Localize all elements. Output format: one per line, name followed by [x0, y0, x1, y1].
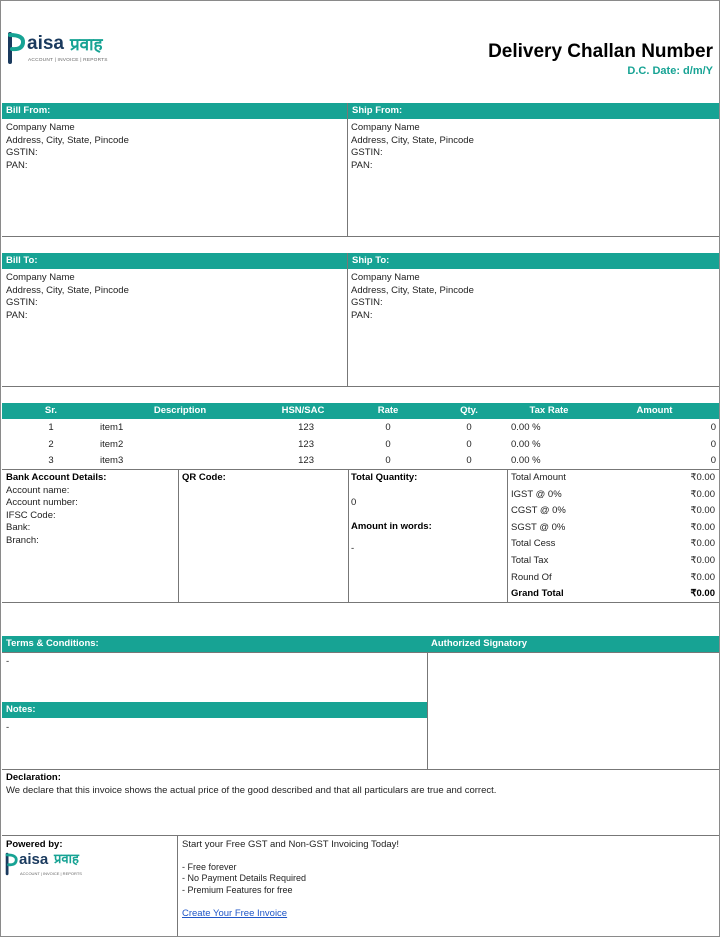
- logo-p-icon: [7, 32, 27, 64]
- col-hsn: HSN/SAC: [281, 405, 325, 416]
- cell-hsn: 123: [298, 438, 314, 450]
- declaration-heading: Declaration:: [6, 772, 61, 783]
- totals-value: ₹0.00: [690, 555, 715, 566]
- totals-row: [508, 503, 719, 519]
- notes-heading: Notes:: [2, 702, 427, 718]
- ship-from-gstin: GSTIN:: [351, 147, 383, 158]
- terms-text: -: [6, 656, 10, 667]
- document-title: Delivery Challan Number: [488, 41, 713, 62]
- declaration-block: [6, 772, 711, 797]
- cell-tax-rate: 0.00 %: [511, 422, 541, 433]
- bill-from-gstin: GSTIN:: [6, 147, 38, 158]
- col-qty: Qty.: [460, 405, 478, 416]
- totals-list: [508, 470, 719, 602]
- totals-row: [508, 553, 719, 569]
- totals-value: ₹0.00: [690, 538, 715, 550]
- logo-tagline: ACCOUNT | INVOICE | REPORTS: [28, 58, 108, 63]
- totals-label: IGST @ 0%: [511, 488, 562, 500]
- totals-label: Total Cess: [511, 538, 556, 550]
- table-row: [2, 420, 719, 436]
- totals-label: Grand Total: [511, 588, 564, 600]
- ship-to-company: Company Name: [351, 272, 420, 283]
- ship-from-company: Company Name: [351, 122, 420, 133]
- cell-qty: 0: [466, 438, 472, 450]
- bill-from-pan: PAN:: [6, 159, 28, 171]
- totals-value: ₹0.00: [690, 505, 715, 517]
- promo-title: Start your Free GST and Non-GST Invoicing Today!: [182, 839, 400, 850]
- cell-hsn: 123: [298, 455, 314, 466]
- terms-heading: Terms & Conditions:: [2, 636, 427, 652]
- bill-to-block: [6, 272, 341, 322]
- bill-to-heading: Bill To:: [2, 253, 348, 269]
- cell-sr: 3: [48, 455, 54, 466]
- totals-label: Round Of: [511, 571, 552, 583]
- cell-qty: 0: [466, 455, 472, 466]
- amount-in-words-value: -: [351, 542, 355, 554]
- table-row: [2, 453, 719, 469]
- bank-details: [6, 472, 176, 547]
- ship-to-heading: Ship To:: [348, 253, 719, 269]
- bank-account-number: Account number:: [6, 497, 78, 508]
- ship-from-address: Address, City, State, Pincode: [351, 134, 474, 146]
- cell-sr: 2: [48, 438, 54, 450]
- bill-to-pan: PAN:: [6, 309, 28, 321]
- totals-value: ₹0.00: [690, 488, 715, 500]
- cell-sr: 1: [48, 422, 54, 433]
- totals-value: ₹0.00: [690, 588, 715, 600]
- total-quantity-label: Total Quantity:: [351, 472, 418, 483]
- bill-to-address: Address, City, State, Pincode: [6, 284, 129, 296]
- ship-to-gstin: GSTIN:: [351, 297, 383, 308]
- bill-from-company: Company Name: [6, 122, 75, 133]
- totals-value: ₹0.00: [690, 571, 715, 583]
- totals-value: ₹0.00: [690, 472, 715, 483]
- promo-bullet-3: - Premium Features for free: [182, 884, 293, 895]
- create-free-invoice-link[interactable]: Create Your Free Invoice: [182, 908, 288, 919]
- ship-from-pan: PAN:: [351, 159, 373, 171]
- ship-from-block: [351, 122, 711, 172]
- col-rate: Rate: [377, 405, 399, 416]
- footer-promo: [182, 839, 712, 921]
- qr-code-heading: QR Code:: [182, 472, 226, 483]
- cell-qty: 0: [466, 422, 472, 433]
- cell-rate: 0: [385, 455, 391, 466]
- ship-to-address: Address, City, State, Pincode: [351, 284, 474, 296]
- bank-branch: Branch:: [6, 534, 39, 546]
- signatory-heading: Authorized Signatory: [427, 636, 719, 652]
- bank-ifsc: IFSC Code:: [6, 509, 56, 521]
- bill-from-block: [6, 122, 341, 172]
- footer-logo-tagline: ACCOUNT | INVOICE | REPORTS: [20, 871, 82, 876]
- notes-text: -: [6, 722, 10, 733]
- footer-logo: [5, 851, 125, 879]
- totals-value: ₹0.00: [690, 521, 715, 533]
- bank-heading: Bank Account Details:: [6, 472, 107, 483]
- challan-date: D.C. Date: d/m/Y: [627, 65, 713, 77]
- cell-rate: 0: [385, 422, 391, 433]
- declaration-text: We declare that this invoice shows the actual price of the good described and that all particulars are true and correct.: [6, 784, 497, 796]
- totals-label: Total Amount: [511, 472, 566, 483]
- bank-account-name: Account name:: [6, 484, 70, 496]
- totals-row: [508, 470, 719, 486]
- powered-by-label: Powered by:: [6, 839, 63, 850]
- items-header-row: [2, 403, 719, 419]
- totals-row: [508, 487, 719, 503]
- promo-bullet-1: - Free forever: [182, 861, 237, 872]
- cell-tax-rate: 0.00 %: [511, 438, 541, 450]
- brand-logo: [7, 32, 167, 68]
- cell-amount: 0: [710, 438, 716, 450]
- cell-tax-rate: 0.00 %: [511, 455, 541, 466]
- footer-logo-p-icon: [5, 851, 19, 877]
- cell-description: item2: [100, 438, 124, 450]
- total-quantity-value: 0: [351, 496, 357, 508]
- bill-to-gstin: GSTIN:: [6, 297, 38, 308]
- col-description: Description: [153, 405, 207, 416]
- quantity-block: [351, 472, 503, 555]
- totals-label: SGST @ 0%: [511, 521, 566, 533]
- bill-from-address: Address, City, State, Pincode: [6, 134, 129, 146]
- ship-to-pan: PAN:: [351, 309, 373, 321]
- promo-bullet-2: - No Payment Details Required: [182, 873, 307, 883]
- totals-label: Total Tax: [511, 555, 549, 566]
- cell-amount: 0: [710, 455, 716, 466]
- cell-hsn: 123: [298, 422, 314, 433]
- col-sr: Sr.: [44, 405, 58, 416]
- grand-total-row: [508, 586, 719, 602]
- footer-logo-word: aisa: [19, 851, 49, 868]
- amount-in-words-label: Amount in words:: [351, 521, 432, 532]
- bill-from-heading: Bill From:: [2, 103, 348, 119]
- ship-to-block: [351, 272, 711, 322]
- totals-row: [508, 570, 719, 586]
- col-tax-rate: Tax Rate: [529, 405, 569, 416]
- items-rows: [2, 420, 719, 469]
- cell-description: item1: [100, 422, 124, 433]
- logo-word: aisa: [27, 33, 64, 54]
- totals-row: [508, 520, 719, 536]
- bank-name: Bank:: [6, 522, 31, 533]
- logo-hindi: प्रवाह: [70, 35, 103, 55]
- cell-description: item3: [100, 455, 124, 466]
- cell-rate: 0: [385, 438, 391, 450]
- cell-amount: 0: [710, 422, 716, 433]
- footer-logo-hindi: प्रवाह: [54, 852, 79, 867]
- totals-label: CGST @ 0%: [511, 505, 566, 517]
- totals-row: [508, 536, 719, 552]
- bill-to-company: Company Name: [6, 272, 75, 283]
- col-amount: Amount: [636, 405, 673, 416]
- ship-from-heading: Ship From:: [348, 103, 719, 119]
- table-row: [2, 437, 719, 453]
